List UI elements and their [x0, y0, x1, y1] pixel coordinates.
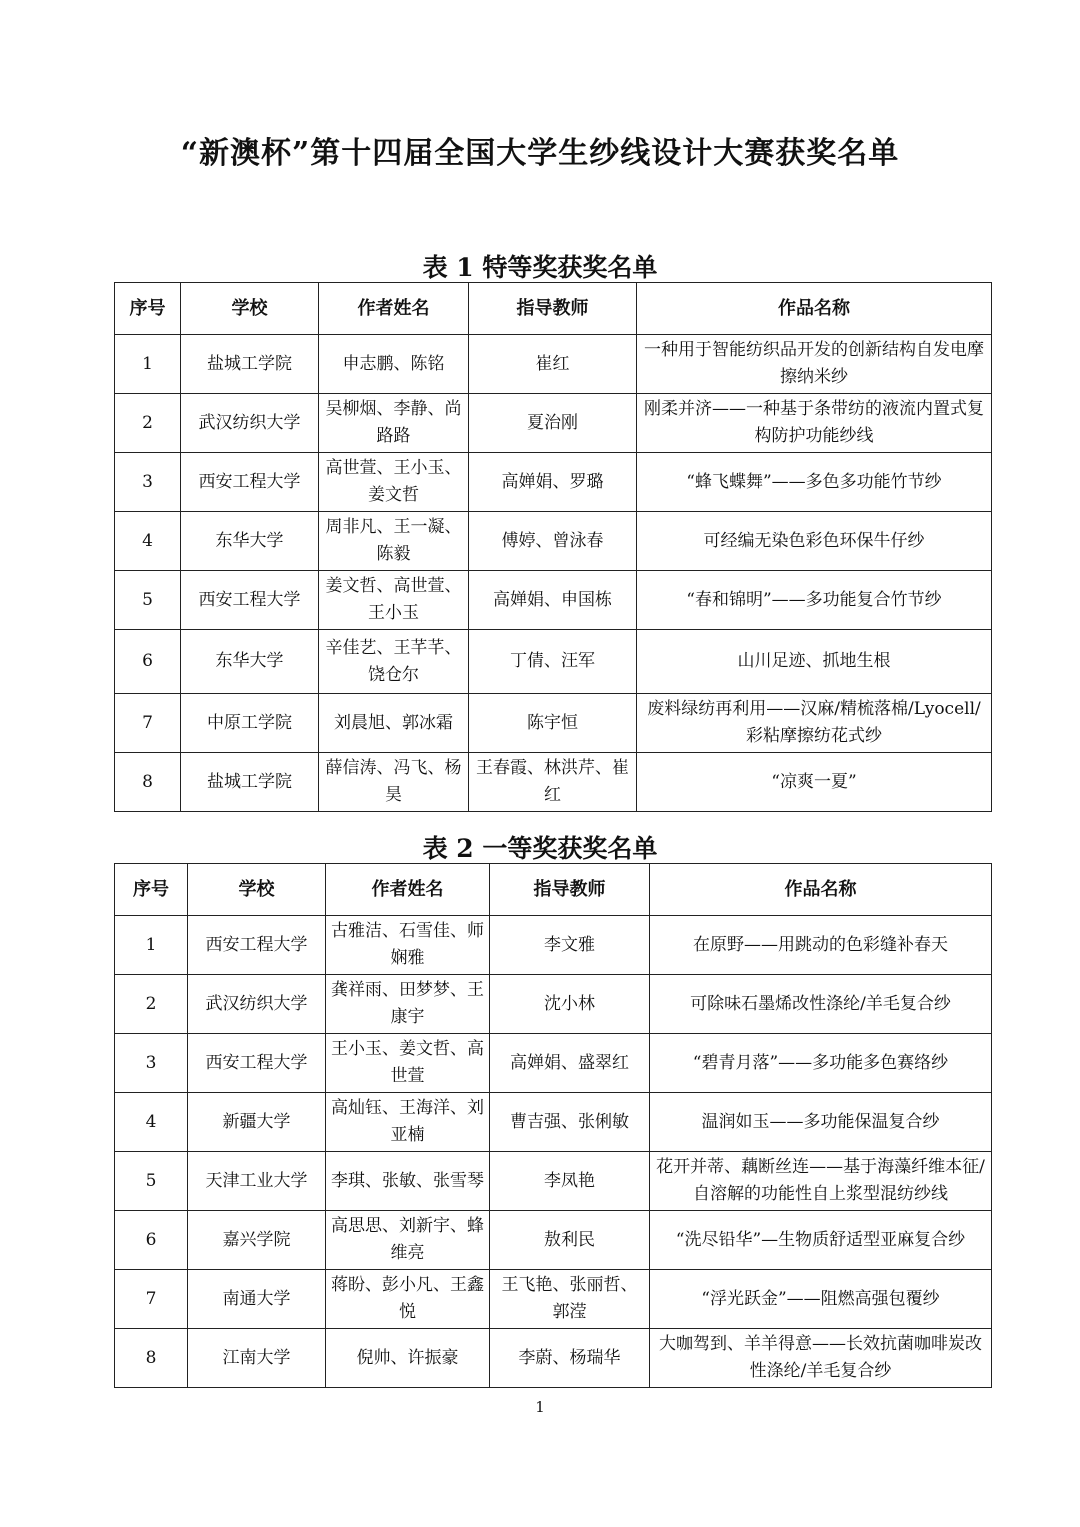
cell-school: 江南大学	[188, 1329, 326, 1388]
cell-advisors: 曹吉强、张俐敏	[490, 1093, 650, 1152]
cell-advisors: 李蔚、杨瑞华	[490, 1329, 650, 1388]
cell-index: 4	[115, 1093, 188, 1152]
cell-advisors: 王春霞、林洪芹、崔红	[469, 753, 637, 812]
cell-work-title: 温润如玉——多功能保温复合纱	[650, 1093, 992, 1152]
cell-authors: 古雅洁、石雪佳、师娴雅	[326, 916, 490, 975]
cell-school: 武汉纺织大学	[188, 975, 326, 1034]
cell-index: 2	[115, 975, 188, 1034]
table-row	[115, 512, 992, 571]
cell-authors: 高灿钰、王海洋、刘亚楠	[326, 1093, 490, 1152]
cell-authors: 辛佳艺、王芊芊、饶仓尔	[319, 630, 469, 694]
cell-school: 盐城工学院	[181, 335, 319, 394]
table-row	[115, 335, 992, 394]
cell-work-title: “蜂飞蝶舞”——多色多功能竹节纱	[637, 453, 992, 512]
cell-work-title: 在原野——用跳动的色彩缝补春天	[650, 916, 992, 975]
cell-school: 武汉纺织大学	[181, 394, 319, 453]
cell-index: 3	[115, 453, 181, 512]
cell-index: 5	[115, 571, 181, 630]
cell-school: 东华大学	[181, 630, 319, 694]
cell-index: 6	[115, 630, 181, 694]
cell-index: 2	[115, 394, 181, 453]
cell-work-title: 花开并蒂、藕断丝连——基于海藻纤维本征/自溶解的功能性自上浆型混纺纱线	[650, 1152, 992, 1211]
cell-authors: 高世萱、王小玉、姜文哲	[319, 453, 469, 512]
header-index: 序号	[115, 283, 181, 335]
cell-authors: 吴柳烟、李静、尚路路	[319, 394, 469, 453]
cell-advisors: 陈宇恒	[469, 694, 637, 753]
cell-school: 天津工业大学	[188, 1152, 326, 1211]
cell-advisors: 李凤艳	[490, 1152, 650, 1211]
table-row	[115, 975, 992, 1034]
cell-work-title: 一种用于智能纺织品开发的创新结构自发电摩擦纳米纱	[637, 335, 992, 394]
cell-index: 4	[115, 512, 181, 571]
cell-school: 南通大学	[188, 1270, 326, 1329]
header-advisors: 指导教师	[469, 283, 637, 335]
cell-school: 中原工学院	[181, 694, 319, 753]
table-row	[115, 630, 992, 694]
cell-work-title: 山川足迹、抓地生根	[637, 630, 992, 694]
table-row	[115, 1152, 992, 1211]
cell-authors: 刘晨旭、郭冰霜	[319, 694, 469, 753]
cell-work-title: “洗尽铅华”—生物质舒适型亚麻复合纱	[650, 1211, 992, 1270]
cell-school: 新疆大学	[188, 1093, 326, 1152]
cell-authors: 王小玉、姜文哲、高世萱	[326, 1034, 490, 1093]
cell-index: 7	[115, 694, 181, 753]
cell-authors: 龚祥雨、田梦梦、王康宇	[326, 975, 490, 1034]
cell-school: 嘉兴学院	[188, 1211, 326, 1270]
header-work-title: 作品名称	[650, 864, 992, 916]
table-row	[115, 1211, 992, 1270]
table-row	[115, 394, 992, 453]
cell-advisors: 李文雅	[490, 916, 650, 975]
cell-index: 6	[115, 1211, 188, 1270]
cell-school: 西安工程大学	[188, 1034, 326, 1093]
cell-work-title: 刚柔并济——一种基于条带纺的液流内置式复构防护功能纱线	[637, 394, 992, 453]
cell-work-title: “浮光跃金”——阻燃高强包覆纱	[650, 1270, 992, 1329]
table-row	[115, 916, 992, 975]
table-row	[115, 694, 992, 753]
header-authors: 作者姓名	[326, 864, 490, 916]
cell-advisors: 崔红	[469, 335, 637, 394]
cell-work-title: 可除味石墨烯改性涤纶/羊毛复合纱	[650, 975, 992, 1034]
cell-advisors: 夏治刚	[469, 394, 637, 453]
header-authors: 作者姓名	[319, 283, 469, 335]
cell-school: 西安工程大学	[188, 916, 326, 975]
cell-school: 东华大学	[181, 512, 319, 571]
cell-index: 1	[115, 916, 188, 975]
cell-authors: 姜文哲、高世萱、王小玉	[319, 571, 469, 630]
cell-school: 西安工程大学	[181, 453, 319, 512]
cell-authors: 薛信涛、冯飞、杨昊	[319, 753, 469, 812]
table-row	[115, 753, 992, 812]
cell-work-title: “碧青月落”——多功能多色赛络纱	[650, 1034, 992, 1093]
cell-advisors: 高婵娟、盛翠红	[490, 1034, 650, 1093]
cell-index: 5	[115, 1152, 188, 1211]
cell-advisors: 高婵娟、罗璐	[469, 453, 637, 512]
table-row	[115, 571, 992, 630]
cell-authors: 李琪、张敏、张雪琴	[326, 1152, 490, 1211]
special-prize-table	[114, 282, 992, 812]
cell-work-title: 大咖驾到、羊羊得意——长效抗菌咖啡炭改性涤纶/羊毛复合纱	[650, 1329, 992, 1388]
cell-work-title: 可经编无染色彩色环保牛仔纱	[637, 512, 992, 571]
cell-advisors: 高婵娟、申国栋	[469, 571, 637, 630]
cell-advisors: 丁倩、汪军	[469, 630, 637, 694]
cell-index: 8	[115, 753, 181, 812]
cell-advisors: 敖利民	[490, 1211, 650, 1270]
header-school: 学校	[188, 864, 326, 916]
table-row	[115, 1329, 992, 1388]
cell-index: 8	[115, 1329, 188, 1388]
table2-caption: 表 2 一等奖获奖名单	[422, 834, 658, 863]
cell-authors: 倪帅、许振豪	[326, 1329, 490, 1388]
header-school: 学校	[181, 283, 319, 335]
header-work-title: 作品名称	[637, 283, 992, 335]
page-title: “新澳杯”第十四届全国大学生纱线设计大赛获奖名单	[180, 136, 900, 171]
table-row	[115, 1270, 992, 1329]
cell-authors: 申志鹏、陈铭	[319, 335, 469, 394]
cell-advisors: 傅婷、曾泳春	[469, 512, 637, 571]
table-row	[115, 453, 992, 512]
table2-header-row	[115, 864, 992, 916]
cell-work-title: “凉爽一夏”	[637, 753, 992, 812]
cell-school: 西安工程大学	[181, 571, 319, 630]
cell-authors: 高思思、刘新宇、蜂维亮	[326, 1211, 490, 1270]
cell-index: 7	[115, 1270, 188, 1329]
page-number: 1	[535, 1398, 545, 1416]
cell-work-title: 废料绿纺再利用——汉麻/精梳落棉/Lyocell/彩粘摩擦纺花式纱	[637, 694, 992, 753]
header-advisors: 指导教师	[490, 864, 650, 916]
first-prize-table	[114, 863, 992, 1388]
header-index: 序号	[115, 864, 188, 916]
table-row	[115, 1093, 992, 1152]
cell-advisors: 沈小林	[490, 975, 650, 1034]
cell-work-title: “春和锦明”——多功能复合竹节纱	[637, 571, 992, 630]
cell-authors: 周非凡、王一凝、陈毅	[319, 512, 469, 571]
cell-advisors: 王飞艳、张丽哲、郭滢	[490, 1270, 650, 1329]
cell-authors: 蒋盼、彭小凡、王鑫悦	[326, 1270, 490, 1329]
cell-index: 3	[115, 1034, 188, 1093]
table1-caption: 表 1 特等奖获奖名单	[422, 253, 658, 282]
cell-index: 1	[115, 335, 181, 394]
table-row	[115, 1034, 992, 1093]
table1-header-row	[115, 283, 992, 335]
cell-school: 盐城工学院	[181, 753, 319, 812]
